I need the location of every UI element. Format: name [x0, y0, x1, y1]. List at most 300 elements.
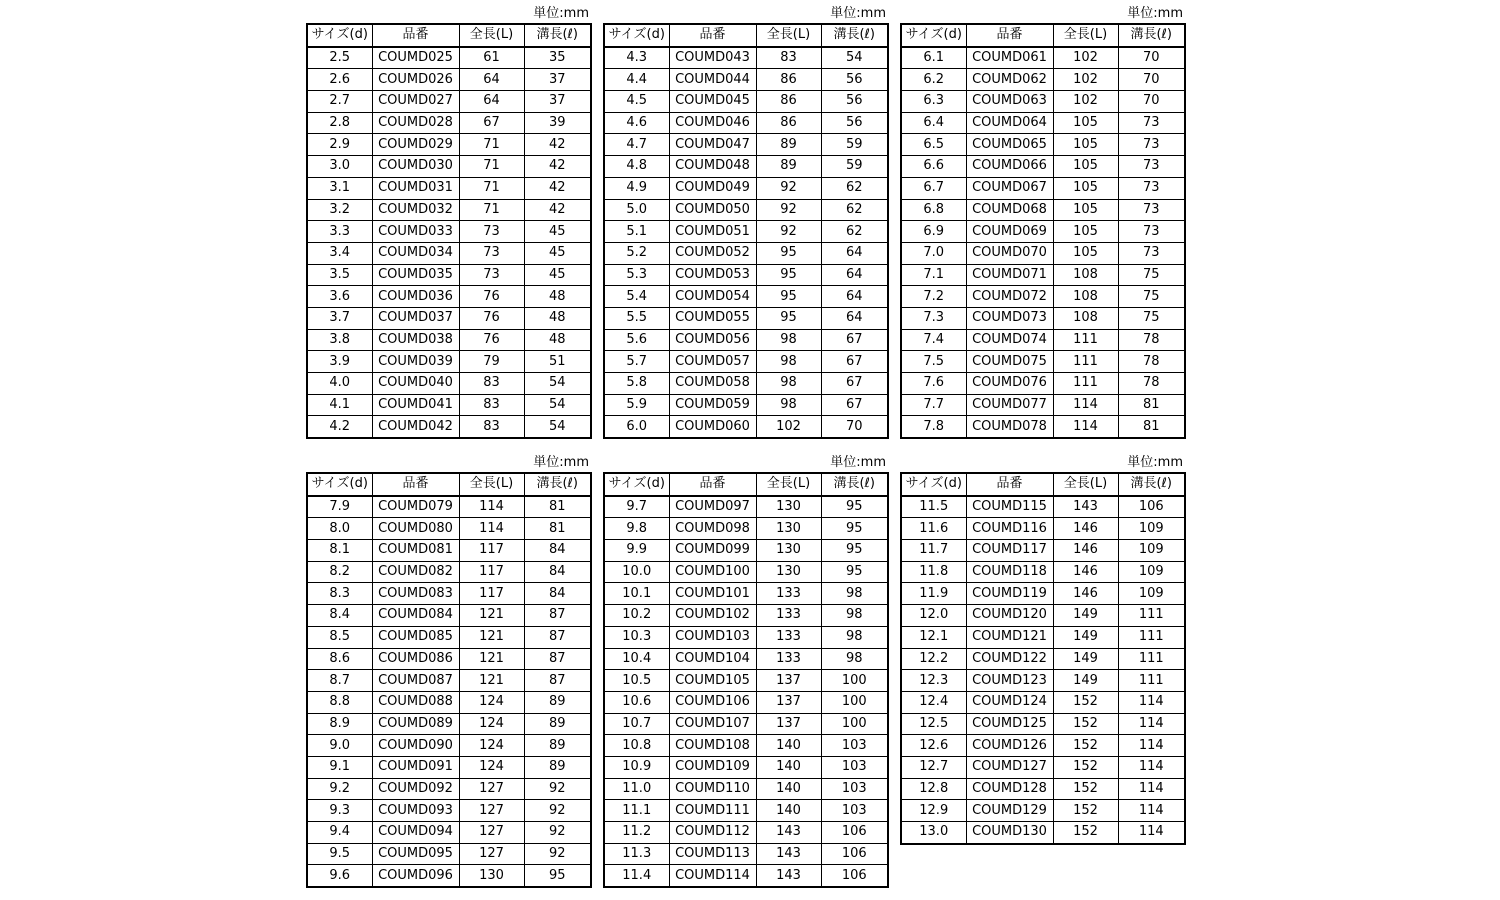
cell-part-number: COUMD106: [669, 691, 756, 713]
cell-size: 2.8: [307, 112, 372, 134]
cell-flute-length: 111: [1118, 648, 1185, 670]
cell-flute-length: 48: [524, 307, 591, 329]
table-row: [604, 329, 888, 351]
cell-total-length: 124: [459, 735, 524, 757]
table-row: [604, 373, 888, 395]
cell-flute-length: 109: [1118, 583, 1185, 605]
cell-total-length: 133: [756, 605, 821, 627]
cell-part-number: COUMD078: [966, 416, 1053, 438]
cell-part-number: COUMD083: [372, 583, 459, 605]
unit-label: 単位:mm: [533, 455, 589, 470]
cell-total-length: 127: [459, 843, 524, 865]
cell-total-length: 152: [1053, 800, 1118, 822]
table-row: [901, 134, 1185, 156]
table-row: [307, 626, 591, 648]
cell-total-length: 67: [459, 112, 524, 134]
cell-total-length: 117: [459, 561, 524, 583]
cell-part-number: COUMD107: [669, 713, 756, 735]
table-row: [307, 561, 591, 583]
cell-size: 6.0: [604, 416, 669, 438]
cell-size: 7.8: [901, 416, 966, 438]
table-row: [901, 91, 1185, 113]
cell-flute-length: 111: [1118, 626, 1185, 648]
cell-flute-length: 87: [524, 605, 591, 627]
table-row: [901, 735, 1185, 757]
cell-total-length: 73: [459, 221, 524, 243]
cell-flute-length: 106: [821, 822, 888, 844]
cell-flute-length: 73: [1118, 177, 1185, 199]
cell-size: 9.5: [307, 843, 372, 865]
table-row: [307, 583, 591, 605]
cell-part-number: COUMD041: [372, 394, 459, 416]
cell-size: 5.8: [604, 373, 669, 395]
cell-size: 6.9: [901, 221, 966, 243]
header-part-number: 品番: [966, 24, 1053, 47]
cell-flute-length: 87: [524, 648, 591, 670]
cell-part-number: COUMD111: [669, 800, 756, 822]
cell-part-number: COUMD093: [372, 800, 459, 822]
cell-part-number: COUMD077: [966, 394, 1053, 416]
table-row: [307, 112, 591, 134]
cell-part-number: COUMD055: [669, 307, 756, 329]
cell-total-length: 152: [1053, 713, 1118, 735]
table-row: [604, 134, 888, 156]
cell-part-number: COUMD062: [966, 69, 1053, 91]
cell-total-length: 86: [756, 91, 821, 113]
table-row: [604, 691, 888, 713]
table-row: [901, 242, 1185, 264]
cell-total-length: 71: [459, 199, 524, 221]
table-row: [307, 605, 591, 627]
cell-size: 7.7: [901, 394, 966, 416]
cell-part-number: COUMD121: [966, 626, 1053, 648]
table-row: [901, 307, 1185, 329]
cell-part-number: COUMD079: [372, 496, 459, 518]
cell-flute-length: 114: [1118, 756, 1185, 778]
cell-flute-length: 70: [1118, 69, 1185, 91]
cell-part-number: COUMD056: [669, 329, 756, 351]
cell-size: 2.7: [307, 91, 372, 113]
cell-flute-length: 84: [524, 561, 591, 583]
cell-part-number: COUMD115: [966, 496, 1053, 518]
cell-part-number: COUMD097: [669, 496, 756, 518]
table-row: [307, 822, 591, 844]
cell-total-length: 133: [756, 626, 821, 648]
cell-total-length: 89: [756, 134, 821, 156]
table-row: [307, 540, 591, 562]
cell-part-number: COUMD043: [669, 47, 756, 69]
cell-part-number: COUMD065: [966, 134, 1053, 156]
cell-flute-length: 78: [1118, 373, 1185, 395]
table-row: [604, 518, 888, 540]
header-size: サイズ(d): [901, 24, 966, 47]
cell-total-length: 73: [459, 264, 524, 286]
cell-flute-length: 95: [821, 496, 888, 518]
table-row: [901, 756, 1185, 778]
table-row: [307, 307, 591, 329]
header-size: サイズ(d): [901, 473, 966, 496]
header-total-length: 全長(L): [756, 473, 821, 496]
cell-size: 8.3: [307, 583, 372, 605]
cell-total-length: 111: [1053, 351, 1118, 373]
cell-part-number: COUMD049: [669, 177, 756, 199]
spec-table: [306, 472, 592, 888]
cell-total-length: 83: [459, 373, 524, 395]
cell-part-number: COUMD033: [372, 221, 459, 243]
cell-flute-length: 45: [524, 242, 591, 264]
cell-flute-length: 114: [1118, 778, 1185, 800]
cell-part-number: COUMD101: [669, 583, 756, 605]
cell-flute-length: 84: [524, 540, 591, 562]
cell-size: 3.2: [307, 199, 372, 221]
table-row: [901, 156, 1185, 178]
cell-part-number: COUMD126: [966, 735, 1053, 757]
cell-size: 10.5: [604, 670, 669, 692]
table-row: [307, 221, 591, 243]
cell-flute-length: 89: [524, 713, 591, 735]
cell-flute-length: 64: [821, 264, 888, 286]
cell-size: 9.6: [307, 865, 372, 887]
cell-flute-length: 100: [821, 691, 888, 713]
cell-flute-length: 54: [524, 416, 591, 438]
cell-total-length: 140: [756, 800, 821, 822]
cell-total-length: 98: [756, 394, 821, 416]
cell-total-length: 114: [459, 518, 524, 540]
cell-flute-length: 92: [524, 843, 591, 865]
table-row: [901, 416, 1185, 438]
table-row: [307, 670, 591, 692]
cell-total-length: 143: [1053, 496, 1118, 518]
cell-size: 5.0: [604, 199, 669, 221]
cell-size: 6.2: [901, 69, 966, 91]
spec-table: [603, 23, 889, 439]
table-row: [604, 416, 888, 438]
cell-flute-length: 45: [524, 221, 591, 243]
table-row: [901, 394, 1185, 416]
cell-size: 6.6: [901, 156, 966, 178]
cell-size: 4.6: [604, 112, 669, 134]
cell-part-number: COUMD082: [372, 561, 459, 583]
cell-part-number: COUMD060: [669, 416, 756, 438]
cell-size: 11.7: [901, 540, 966, 562]
cell-flute-length: 62: [821, 177, 888, 199]
cell-total-length: 143: [756, 822, 821, 844]
cell-total-length: 105: [1053, 242, 1118, 264]
cell-flute-length: 54: [524, 394, 591, 416]
cell-part-number: COUMD044: [669, 69, 756, 91]
cell-part-number: COUMD128: [966, 778, 1053, 800]
cell-size: 12.3: [901, 670, 966, 692]
cell-flute-length: 111: [1118, 605, 1185, 627]
unit-label: 単位:mm: [533, 6, 589, 21]
cell-total-length: 149: [1053, 648, 1118, 670]
table-row: [307, 156, 591, 178]
cell-size: 8.4: [307, 605, 372, 627]
cell-flute-length: 78: [1118, 329, 1185, 351]
table-row: [901, 373, 1185, 395]
cell-size: 3.1: [307, 177, 372, 199]
table-row: [901, 800, 1185, 822]
cell-total-length: 124: [459, 691, 524, 713]
cell-size: 4.0: [307, 373, 372, 395]
table-row: [604, 496, 888, 518]
cell-total-length: 76: [459, 307, 524, 329]
cell-part-number: COUMD051: [669, 221, 756, 243]
cell-flute-length: 73: [1118, 199, 1185, 221]
cell-total-length: 105: [1053, 156, 1118, 178]
cell-part-number: COUMD057: [669, 351, 756, 373]
cell-size: 7.1: [901, 264, 966, 286]
table-row: [901, 47, 1185, 69]
cell-total-length: 137: [756, 691, 821, 713]
cell-part-number: COUMD124: [966, 691, 1053, 713]
cell-total-length: 64: [459, 91, 524, 113]
table-row: [901, 286, 1185, 308]
spec-table-block-1: [306, 5, 590, 439]
table-row: [307, 800, 591, 822]
cell-part-number: COUMD087: [372, 670, 459, 692]
cell-part-number: COUMD129: [966, 800, 1053, 822]
cell-size: 7.3: [901, 307, 966, 329]
table-row: [307, 373, 591, 395]
table-row: [307, 47, 591, 69]
cell-part-number: COUMD032: [372, 199, 459, 221]
cell-size: 4.4: [604, 69, 669, 91]
cell-total-length: 108: [1053, 264, 1118, 286]
cell-size: 2.5: [307, 47, 372, 69]
cell-part-number: COUMD110: [669, 778, 756, 800]
cell-part-number: COUMD114: [669, 865, 756, 887]
cell-flute-length: 81: [1118, 416, 1185, 438]
cell-size: 13.0: [901, 822, 966, 844]
cell-size: 5.6: [604, 329, 669, 351]
cell-size: 9.8: [604, 518, 669, 540]
cell-flute-length: 73: [1118, 112, 1185, 134]
cell-size: 8.8: [307, 691, 372, 713]
cell-flute-length: 114: [1118, 822, 1185, 844]
cell-flute-length: 73: [1118, 156, 1185, 178]
cell-part-number: COUMD081: [372, 540, 459, 562]
table-row: [604, 199, 888, 221]
cell-total-length: 133: [756, 648, 821, 670]
spec-table-block-4: [306, 454, 590, 888]
table-row: [901, 496, 1185, 518]
cell-total-length: 133: [756, 583, 821, 605]
header-total-length: 全長(L): [1053, 24, 1118, 47]
cell-total-length: 137: [756, 670, 821, 692]
cell-size: 7.0: [901, 242, 966, 264]
cell-size: 10.2: [604, 605, 669, 627]
table-row: [604, 69, 888, 91]
cell-part-number: COUMD094: [372, 822, 459, 844]
cell-total-length: 105: [1053, 177, 1118, 199]
header-total-length: 全長(L): [1053, 473, 1118, 496]
table-row: [307, 177, 591, 199]
cell-size: 10.6: [604, 691, 669, 713]
cell-total-length: 149: [1053, 626, 1118, 648]
cell-total-length: 92: [756, 177, 821, 199]
cell-size: 6.7: [901, 177, 966, 199]
cell-total-length: 71: [459, 134, 524, 156]
table-row: [604, 264, 888, 286]
cell-flute-length: 109: [1118, 540, 1185, 562]
header-part-number: 品番: [669, 473, 756, 496]
cell-total-length: 152: [1053, 735, 1118, 757]
table-row: [307, 69, 591, 91]
cell-flute-length: 67: [821, 394, 888, 416]
cell-size: 5.4: [604, 286, 669, 308]
cell-flute-length: 95: [821, 540, 888, 562]
unit-label: 単位:mm: [1127, 6, 1183, 21]
table-row: [901, 351, 1185, 373]
cell-part-number: COUMD028: [372, 112, 459, 134]
cell-total-length: 140: [756, 735, 821, 757]
table-row: [604, 778, 888, 800]
cell-size: 5.7: [604, 351, 669, 373]
cell-flute-length: 111: [1118, 670, 1185, 692]
cell-part-number: COUMD113: [669, 843, 756, 865]
cell-flute-length: 114: [1118, 713, 1185, 735]
cell-size: 10.3: [604, 626, 669, 648]
cell-flute-length: 81: [524, 518, 591, 540]
header-part-number: 品番: [669, 24, 756, 47]
cell-flute-length: 59: [821, 134, 888, 156]
cell-flute-length: 92: [524, 822, 591, 844]
cell-total-length: 102: [1053, 91, 1118, 113]
cell-part-number: COUMD088: [372, 691, 459, 713]
cell-flute-length: 70: [1118, 47, 1185, 69]
cell-size: 9.0: [307, 735, 372, 757]
cell-size: 10.9: [604, 756, 669, 778]
header-flute-length: 溝長(ℓ): [821, 24, 888, 47]
table-row: [901, 713, 1185, 735]
unit-label: 単位:mm: [830, 6, 886, 21]
cell-size: 11.5: [901, 496, 966, 518]
cell-size: 11.4: [604, 865, 669, 887]
table-row: [307, 778, 591, 800]
cell-total-length: 108: [1053, 307, 1118, 329]
cell-flute-length: 109: [1118, 518, 1185, 540]
cell-size: 10.4: [604, 648, 669, 670]
cell-part-number: COUMD073: [966, 307, 1053, 329]
cell-size: 11.2: [604, 822, 669, 844]
table-row: [901, 691, 1185, 713]
cell-part-number: COUMD099: [669, 540, 756, 562]
cell-total-length: 89: [756, 156, 821, 178]
cell-size: 8.0: [307, 518, 372, 540]
cell-total-length: 98: [756, 373, 821, 395]
cell-flute-length: 106: [821, 843, 888, 865]
cell-total-length: 71: [459, 177, 524, 199]
cell-flute-length: 70: [1118, 91, 1185, 113]
cell-size: 4.1: [307, 394, 372, 416]
cell-total-length: 130: [756, 540, 821, 562]
table-row: [604, 156, 888, 178]
cell-size: 6.8: [901, 199, 966, 221]
cell-size: 8.1: [307, 540, 372, 562]
cell-part-number: COUMD116: [966, 518, 1053, 540]
cell-size: 4.8: [604, 156, 669, 178]
cell-total-length: 114: [1053, 416, 1118, 438]
cell-flute-length: 56: [821, 69, 888, 91]
cell-flute-length: 103: [821, 735, 888, 757]
cell-flute-length: 81: [524, 496, 591, 518]
cell-size: 10.0: [604, 561, 669, 583]
cell-part-number: COUMD084: [372, 605, 459, 627]
table-row: [901, 540, 1185, 562]
cell-part-number: COUMD100: [669, 561, 756, 583]
cell-size: 8.6: [307, 648, 372, 670]
cell-total-length: 95: [756, 242, 821, 264]
header-flute-length: 溝長(ℓ): [524, 24, 591, 47]
cell-total-length: 124: [459, 713, 524, 735]
table-row: [604, 351, 888, 373]
table-row: [604, 800, 888, 822]
cell-part-number: COUMD036: [372, 286, 459, 308]
cell-flute-length: 62: [821, 199, 888, 221]
cell-total-length: 102: [756, 416, 821, 438]
cell-total-length: 102: [1053, 47, 1118, 69]
table-row: [307, 843, 591, 865]
table-row: [901, 583, 1185, 605]
cell-size: 12.0: [901, 605, 966, 627]
table-row: [901, 648, 1185, 670]
cell-flute-length: 70: [821, 416, 888, 438]
table-row: [901, 822, 1185, 844]
spec-table-block-2: [603, 5, 887, 439]
table-row: [604, 756, 888, 778]
table-row: [604, 648, 888, 670]
header-flute-length: 溝長(ℓ): [821, 473, 888, 496]
cell-part-number: COUMD050: [669, 199, 756, 221]
cell-total-length: 143: [756, 865, 821, 887]
cell-part-number: COUMD047: [669, 134, 756, 156]
cell-total-length: 105: [1053, 112, 1118, 134]
cell-part-number: COUMD095: [372, 843, 459, 865]
cell-size: 9.4: [307, 822, 372, 844]
cell-flute-length: 106: [821, 865, 888, 887]
cell-total-length: 140: [756, 778, 821, 800]
header-flute-length: 溝長(ℓ): [524, 473, 591, 496]
cell-size: 4.5: [604, 91, 669, 113]
cell-part-number: COUMD086: [372, 648, 459, 670]
cell-flute-length: 114: [1118, 800, 1185, 822]
cell-size: 4.2: [307, 416, 372, 438]
unit-label: 単位:mm: [830, 455, 886, 470]
cell-flute-length: 87: [524, 626, 591, 648]
cell-total-length: 108: [1053, 286, 1118, 308]
cell-flute-length: 64: [821, 286, 888, 308]
cell-flute-length: 42: [524, 134, 591, 156]
cell-total-length: 130: [756, 518, 821, 540]
spec-table: [900, 472, 1186, 845]
cell-part-number: COUMD059: [669, 394, 756, 416]
cell-part-number: COUMD085: [372, 626, 459, 648]
cell-part-number: COUMD039: [372, 351, 459, 373]
table-row: [307, 134, 591, 156]
cell-total-length: 105: [1053, 134, 1118, 156]
table-row: [307, 242, 591, 264]
cell-size: 8.7: [307, 670, 372, 692]
table-row: [604, 670, 888, 692]
cell-size: 7.2: [901, 286, 966, 308]
cell-size: 5.5: [604, 307, 669, 329]
cell-flute-length: 75: [1118, 286, 1185, 308]
header-part-number: 品番: [372, 24, 459, 47]
cell-size: 9.2: [307, 778, 372, 800]
cell-size: 6.4: [901, 112, 966, 134]
cell-part-number: COUMD089: [372, 713, 459, 735]
